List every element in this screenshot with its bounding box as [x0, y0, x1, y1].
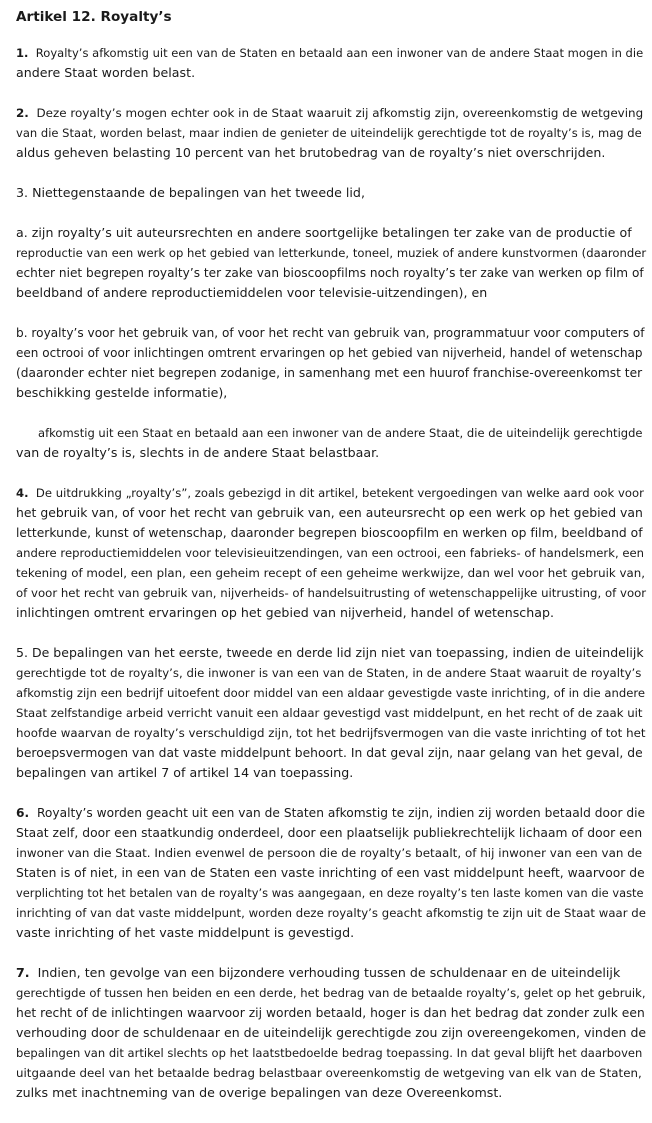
- paragraph-line: [16, 963, 646, 983]
- paragraph-line: verhouding door de schuldenaar en de uiteindelijk gerechtigde zou zijn overeengekomen, vinden de: [16, 1025, 647, 1040]
- paragraph-line: reproductie van een werk op het gebied van letterkunde, toneel, muziek of andere kunstvormen (daaronder: [16, 246, 647, 260]
- paragraph-line: of voor het recht van gebruik van, nijverheids- of handelsuitrusting of wetenschappelijke uitrusting, of voor: [16, 586, 647, 600]
- paragraph-line: echter niet begrepen royalty’s ter zake van bioscoopfilms noch royalty’s ter zake van werken op film of: [16, 266, 644, 280]
- paragraph-text: Royalty’s worden geacht uit een van de Staten afkomstig te zijn, indien zij worden betaald door die: [29, 806, 646, 820]
- paragraph-line: 3. Niettegenstaande de bepalingen van het tweede lid,: [16, 185, 365, 200]
- paragraph-line: [16, 103, 646, 123]
- paragraph-line: [16, 483, 646, 503]
- paragraph-line: beeldband of andere reproductiemiddelen voor televisie-uitzendingen), en: [16, 285, 488, 300]
- paragraph-line: uitgaande deel van het betaalde bedrag belastbaar overeenkomstig de wetgeving van elk van de Staten,: [16, 1066, 642, 1080]
- paragraph-line: beschikking gestelde informatie),: [16, 385, 228, 400]
- paragraph: [16, 103, 646, 163]
- paragraph-line: gerechtigde of tussen hen beiden en een derde, het bedrag van de betaalde royalty’s, gelet op het gebruik,: [16, 986, 646, 1000]
- paragraph-line: bepalingen van artikel 7 of artikel 14 van toepassing.: [16, 765, 354, 780]
- paragraph-line: [16, 803, 646, 823]
- document-page: [16, 8, 646, 1123]
- paragraph-line: andere Staat worden belast.: [16, 65, 196, 80]
- paragraph-line: hoofde waarvan de royalty’s verschuldigd zijn, tot het bedrijfsvermogen van die vaste inrichting of tot het: [16, 726, 646, 740]
- paragraph-line: aldus geheven belasting 10 percent van het brutobedrag van de royalty’s niet overschrijden.: [16, 145, 606, 160]
- paragraph-line: verplichting tot het betalen van de royalty’s was aangegaan, en deze royalty’s ten laste komen van die vaste: [16, 886, 644, 900]
- paragraph-line: afkomstig zijn een bedrijf uitoefent door middel van een aldaar gevestigde vaste inrichting, of in die andere: [16, 686, 646, 700]
- paragraph-number: 4.: [16, 486, 29, 500]
- paragraph-line: b. royalty’s voor het gebruik van, of voor het recht van gebruik van, programmatuur voor computers of: [16, 326, 645, 340]
- paragraph-line: afkomstig uit een Staat en betaald aan een inwoner van de andere Staat, die de uiteindelijk gerechtigde: [38, 426, 643, 440]
- paragraph-line: beroepsvermogen van dat vaste middelpunt behoort. In dat geval zijn, naar gelang van het geval, de: [16, 746, 643, 760]
- paragraph-line: zulks met inachtneming van de overige bepalingen van deze Overeenkomst.: [16, 1085, 503, 1100]
- paragraph-text: Deze royalty’s mogen echter ook in de Staat waaruit zij afkomstig zijn, overeenkomstig de wetgeving: [28, 106, 644, 120]
- paragraph-line: van die Staat, worden belast, maar indien de genieter de uiteindelijk gerechtigde tot de royalty’s is, mag de: [16, 126, 642, 140]
- paragraph-line: (daaronder echter niet begrepen zodanige, in samenhang met een huurof franchise-overeenkomst ter: [16, 366, 643, 380]
- paragraph: [16, 423, 646, 463]
- paragraph: [16, 643, 646, 783]
- paragraph-line: gerechtigde tot de royalty’s, die inwoner is van een van de Staten, in de andere Staat waaruit de royalty’s: [16, 666, 642, 680]
- paragraph-line: andere reproductiemiddelen voor televisieuitzendingen, van een octrooi, een fabrieks- of handelsmerk, een: [16, 546, 645, 560]
- paragraph: [16, 183, 646, 203]
- paragraph-text: Indien, ten gevolge van een bijzondere verhouding tussen de schuldenaar en de uiteindelijk: [29, 965, 621, 980]
- paragraph: [16, 223, 646, 303]
- paragraph-line: van de royalty’s is, slechts in de andere Staat belastbaar.: [16, 445, 380, 460]
- paragraph-line: inwoner van die Staat. Indien evenwel de persoon die de royalty’s betaalt, of hij inwoner van een van de: [16, 846, 643, 860]
- paragraph-number: 1.: [16, 46, 29, 60]
- paragraph: [16, 963, 646, 1103]
- paragraph-number: 7.: [16, 965, 30, 980]
- paragraph-text: Royalty’s afkomstig uit een van de Staten en betaald aan een inwoner van de andere Staat mogen in die: [28, 46, 644, 60]
- paragraph-line: Staten is of niet, in een van de Staten een vaste inrichting of een vast middelpunt heeft, waarvoor de: [16, 866, 645, 880]
- paragraph: [16, 43, 646, 83]
- paragraph-line: a. zijn royalty’s uit auteursrechten en andere soortgelijke betalingen ter zake van de productie of: [16, 225, 632, 240]
- paragraph-line: [16, 43, 646, 63]
- paragraph-line: vaste inrichting of het vaste middelpunt is gevestigd.: [16, 925, 355, 940]
- paragraph: [16, 483, 646, 623]
- paragraph-line: letterkunde, kunst of wetenschap, daaronder begrepen bioscoopfilm en werken op film, beeldband of: [16, 526, 643, 540]
- paragraph-line: inrichting of van dat vaste middelpunt, worden deze royalty’s geacht afkomstig te zijn uit de Staat waar de: [16, 906, 646, 920]
- paragraph-line: bepalingen van dit artikel slechts op het laatstbedoelde bedrag toepassing. In dat geval blijft het daarboven: [16, 1046, 643, 1060]
- paragraph-line: tekening of model, een plan, een geheim recept of een geheime werkwijze, dan wel voor het gebruik van,: [16, 566, 646, 580]
- article-body: [16, 43, 646, 1103]
- paragraph-line: 5. De bepalingen van het eerste, tweede en derde lid zijn niet van toepassing, indien de uiteindelijk: [16, 645, 644, 660]
- paragraph-line: Staat zelf, door een staatkundig onderdeel, door een plaatselijk publiekrechtelijk lichaam of door een: [16, 826, 643, 840]
- paragraph-line: een octrooi of voor inlichtingen omtrent ervaringen op het gebied van nijverheid, handel of wetenschap: [16, 346, 643, 360]
- paragraph-line: het gebruik van, of voor het recht van gebruik van, een auteursrecht op een werk op het gebied van: [16, 505, 643, 520]
- paragraph-number: 6.: [16, 806, 30, 820]
- paragraph-line: het recht of de inlichtingen waarvoor zij worden betaald, hoger is dan het bedrag dat zonder zulk een: [16, 1006, 645, 1020]
- paragraph: [16, 803, 646, 943]
- paragraph-line: inlichtingen omtrent ervaringen op het gebied van nijverheid, handel of wetenschap.: [16, 605, 554, 620]
- article-title: Artikel 12. Royalty’s: [16, 9, 172, 25]
- paragraph-number: 2.: [16, 106, 29, 120]
- paragraph: [16, 323, 646, 403]
- paragraph-text: De uitdrukking „royalty’s”, zoals gebezigd in dit artikel, betekent vergoedingen van welke aard ook voor: [28, 486, 644, 500]
- paragraph-line: Staat zelfstandige arbeid verricht vanuit een aldaar gevestigd vast middelpunt, en het recht of de zaak uit: [16, 706, 643, 720]
